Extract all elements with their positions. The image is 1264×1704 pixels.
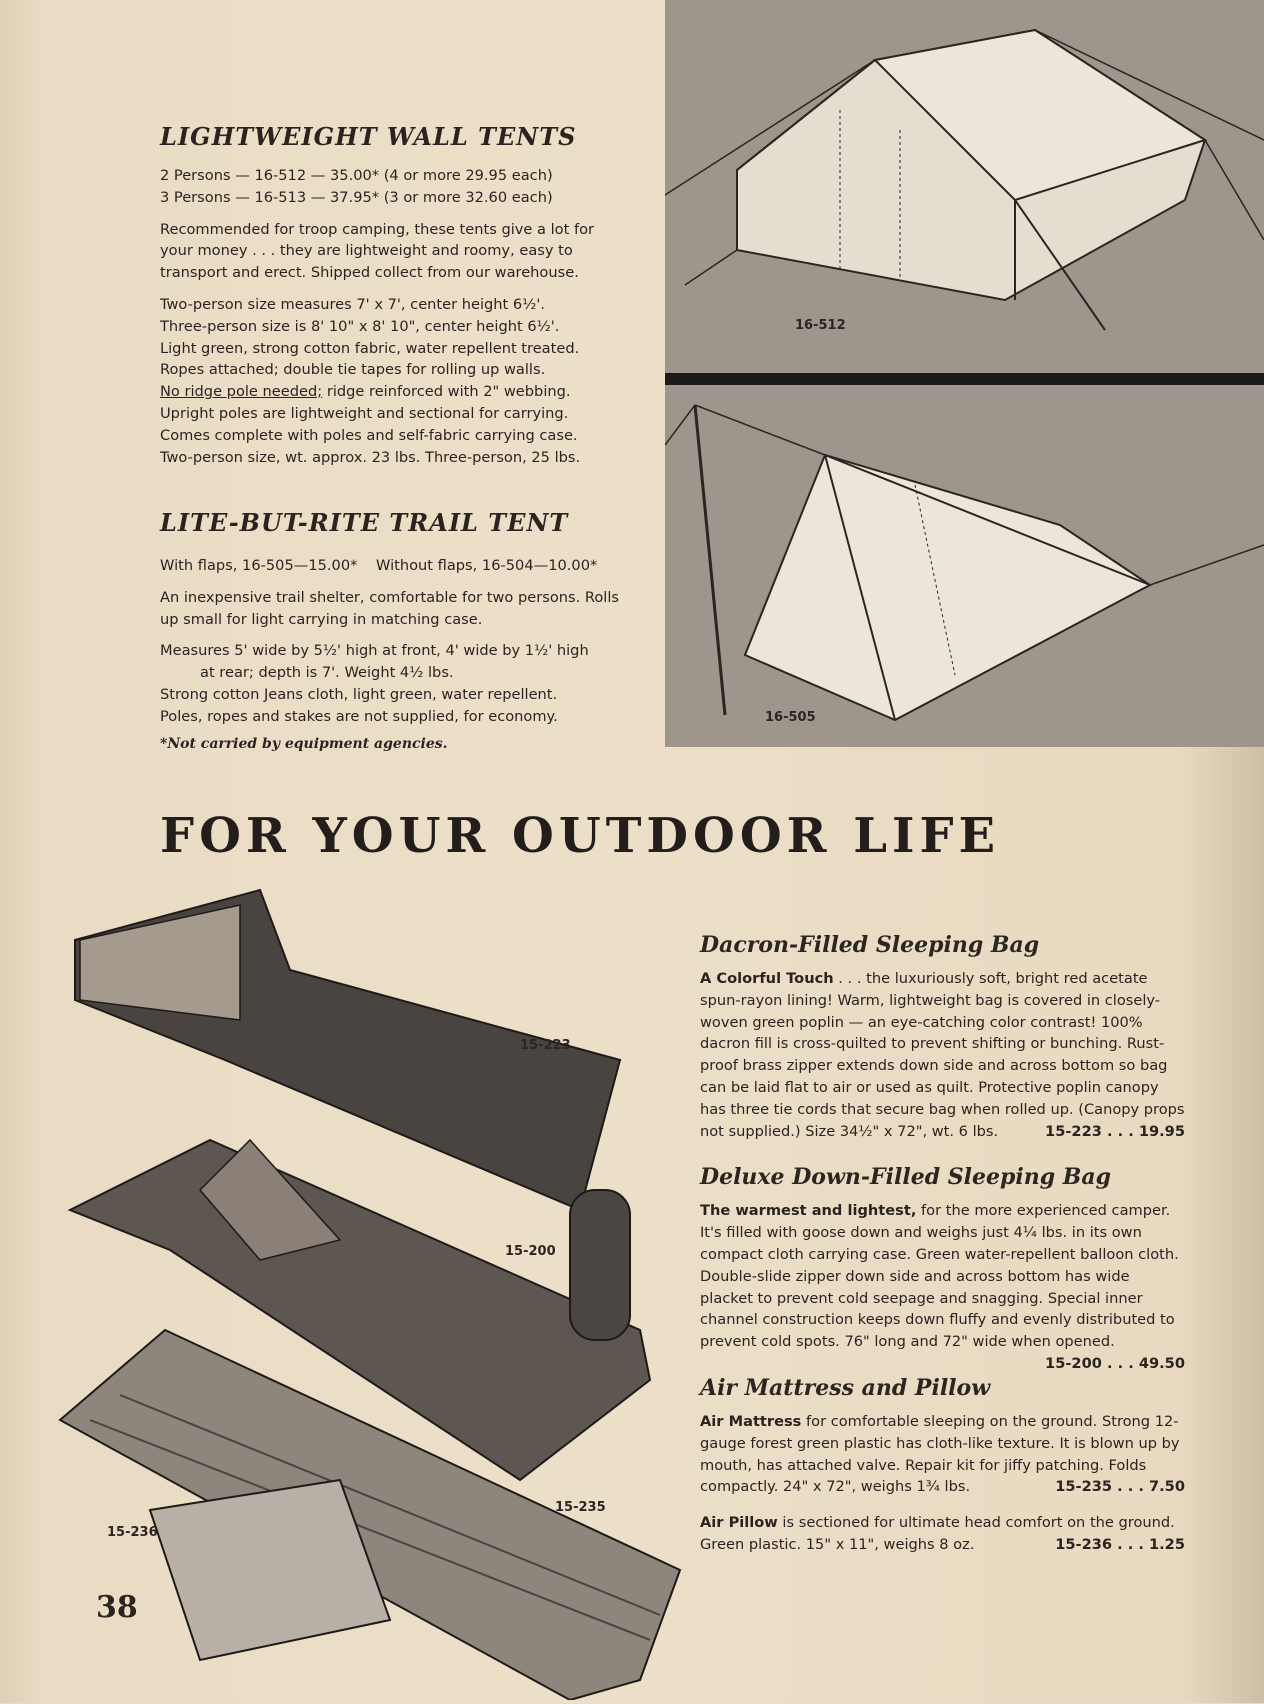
product-descriptions	[700, 932, 1185, 1556]
wall-tents-price-2: 3 Persons — 16-513 — 37.95* (3 or more 32.60 each)	[160, 188, 553, 206]
trail-tent-illustration	[665, 385, 1264, 747]
wall-tent-drawing	[665, 0, 1264, 373]
wall-tents-spec: Two-person size, wt. approx. 23 lbs. Three-person, 25 lbs.	[160, 448, 581, 466]
headline: FOR YOUR OUTDOOR LIFE	[160, 808, 1001, 864]
down-text: for the more experienced camper. It's filled with goose down and weighs just 4¼ lbs. in its own compact cloth carrying case. Green water-repellent balloon cloth. Double-slide zipper down side and across bottom has wide placket to prevent cold seepage and snagging. Special inner channel construction keeps down fluffy and evenly distributed to prevent cold spots. 76" long and 72" wide when opened.	[700, 1202, 1179, 1351]
trail-tent-drawing	[665, 385, 1264, 747]
down-lead: The warmest and lightest,	[700, 1202, 917, 1220]
product-illustrations	[50, 880, 690, 1700]
bag1-caption: 15-223	[520, 1038, 571, 1053]
wall-tents-title: LIGHTWEIGHT WALL TENTS	[160, 122, 577, 151]
down-body	[700, 1200, 1185, 1372]
down-price: 15-200 . . . 49.50	[1045, 1354, 1185, 1372]
dacron-body	[700, 968, 1185, 1142]
wall-tents-spec-rest: ridge reinforced with 2" webbing.	[322, 383, 571, 401]
mattress-lead: Air Mattress	[700, 1412, 802, 1430]
trail-tent-title: LITE-BUT-RITE TRAIL TENT	[160, 508, 569, 537]
wall-tents-spec: Comes complete with poles and self-fabric carrying case.	[160, 426, 578, 444]
wall-tents-spec-underlined: No ridge pole needed;	[160, 383, 323, 401]
mattress-caption: 15-235	[555, 1500, 606, 1515]
sleeping-gear-drawing	[50, 880, 690, 1700]
air-title: Air Mattress and Pillow	[700, 1374, 991, 1401]
wall-tents-spec: Three-person size is 8' 10" x 8' 10", center height 6½'.	[160, 317, 560, 335]
wall-tents-section	[160, 122, 620, 468]
pillow-caption: 15-236	[107, 1525, 158, 1540]
wall-tents-price-1: 2 Persons — 16-512 — 35.00* (4 or more 29.95 each)	[160, 167, 553, 184]
dacron-lead: A Colorful Touch	[700, 970, 834, 987]
page-number: 38	[96, 1590, 138, 1625]
pillow-text: is sectioned for ultimate head comfort on the ground. Green plastic. 15" x 11", weighs 8 oz.	[700, 1514, 1175, 1553]
trail-tent-intro: An inexpensive trail shelter, comfortable for two persons. Rolls up small for light carrying in matching case.	[160, 588, 620, 628]
pillow-body	[700, 1512, 1185, 1556]
wall-tents-spec: Two-person size measures 7' x 7', center height 6½'.	[160, 295, 546, 313]
mattress-price: 15-235 . . . 7.50	[1055, 1478, 1185, 1496]
trail-tent-spec: Measures 5' wide by 5½' high at front, 4' wide by 1½' high	[160, 642, 589, 660]
pillow-price: 15-236 . . . 1.25	[1055, 1535, 1185, 1553]
trail-tent-spec: Poles, ropes and stakes are not supplied, for economy.	[160, 707, 558, 725]
pillow-lead: Air Pillow	[700, 1514, 778, 1532]
dacron-title: Dacron-Filled Sleeping Bag	[700, 932, 1040, 958]
dacron-text: . . . the luxuriously soft, bright red acetate spun-rayon lining! Warm, lightweight bag is covered in closely-woven green poplin — an eye-catching color contrast! 100% dacron fill is cross-quilted to prevent shifting or bunching. Rust-proof brass zipper extends down side and across bottom so bag can be laid flat to air or used as quilt. Protective poplin canopy has three tie cords that secure bag when rolled up. (Canopy props not supplied.) Size 34½" x 72", wt. 6 lbs.	[700, 970, 1185, 1140]
down-title: Deluxe Down-Filled Sleeping Bag	[700, 1164, 1111, 1191]
mattress-text: for comfortable sleeping on the ground. Strong 12-gauge forest green plastic has cloth-like texture. It is blown up by mouth, has attached valve. Repair kit for jiffy patching. Folds compactly. 24" x 72", weighs 1¾ lbs.	[700, 1412, 1180, 1496]
bag2-caption: 15-200	[505, 1244, 556, 1259]
wall-tents-spec-5	[160, 381, 620, 403]
trail-tent-spec: at rear; depth is 7'. Weight 4½ lbs.	[200, 664, 454, 682]
wall-tent-illustration	[665, 0, 1264, 373]
divider-bar	[665, 373, 1264, 385]
dacron-price: 15-223 . . . 19.95	[1045, 1122, 1185, 1140]
trail-tent-section	[160, 508, 620, 755]
trail-tent-caption: 16-505	[765, 710, 816, 725]
mattress-body	[700, 1411, 1185, 1498]
footnote: *Not carried by equipment agencies.	[160, 735, 448, 752]
wall-tent-caption: 16-512	[795, 318, 846, 333]
wall-tents-intro: Recommended for troop camping, these tents give a lot for your money . . . they are lightweight and roomy, easy to transport and erect. Shipped collect from our warehouse.	[160, 220, 595, 282]
trail-tent-prices: With flaps, 16-505—15.00* Without flaps, 16-504—10.00*	[160, 557, 598, 574]
wall-tents-spec: Ropes attached; double tie tapes for rolling up walls.	[160, 361, 546, 379]
wall-tents-spec: Upright poles are lightweight and sectional for carrying.	[160, 404, 569, 422]
wall-tents-spec: Light green, strong cotton fabric, water repellent treated.	[160, 339, 580, 357]
trail-tent-spec: Strong cotton Jeans cloth, light green, water repellent.	[160, 685, 558, 703]
